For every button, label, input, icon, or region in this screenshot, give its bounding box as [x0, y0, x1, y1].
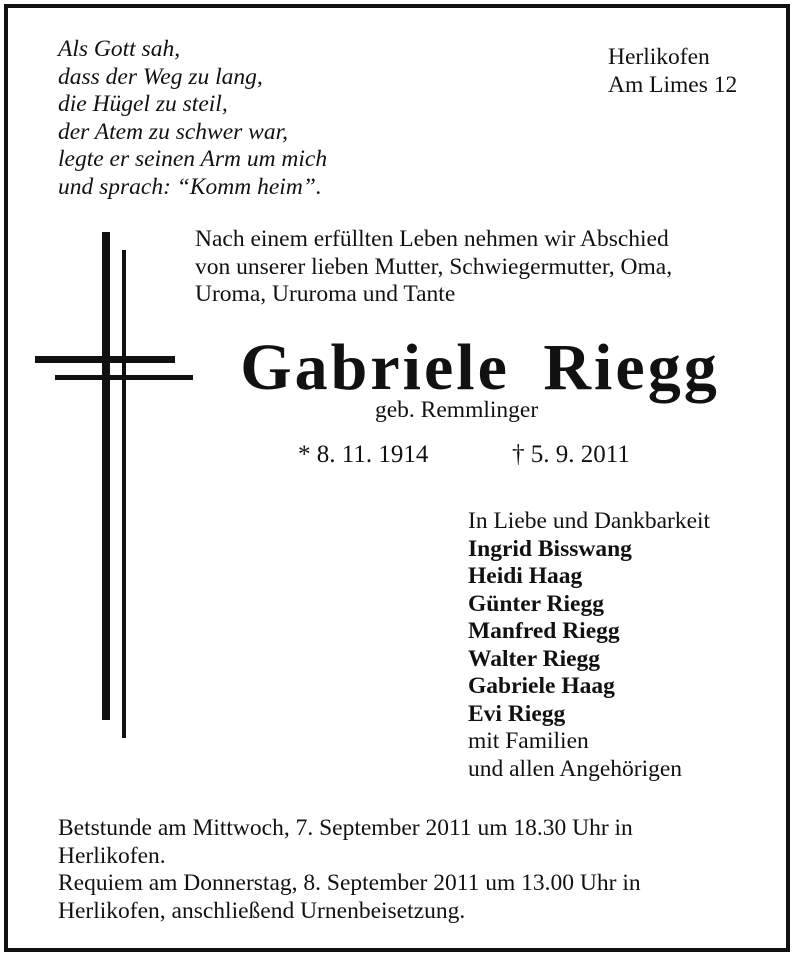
poem-line: die Hügel zu steil, [58, 91, 228, 117]
mourner-name: Heidi Haag [468, 563, 583, 589]
service-line: Betstunde am Mittwoch, 7. September 2011 um 18.30 Uhr in [58, 815, 633, 841]
service-line: Requiem am Donnerstag, 8. September 2011 um 13.00 Uhr in [58, 870, 641, 896]
intro-line: Uroma, Ururoma und Tante [195, 281, 456, 307]
mourner-name: Manfred Riegg [468, 618, 620, 644]
mourners-closing: mit Familien [468, 728, 589, 754]
poem-line: legte er seinen Arm um mich [58, 146, 328, 172]
poem-line: Als Gott sah, [58, 36, 181, 62]
service-info [58, 815, 641, 925]
mourner-name: Gabriele Haag [468, 673, 615, 699]
poem-line: der Atem zu schwer war, [58, 118, 288, 145]
mourner-name: Günter Riegg [468, 590, 604, 617]
cross-icon [30, 232, 200, 742]
death-date: † 5. 9. 2011 [512, 441, 630, 468]
mourners [468, 508, 710, 783]
service-line: Herlikofen. [58, 842, 166, 869]
poem-line: und sprach: “Komm heim”. [58, 173, 322, 200]
intro-line: von unserer lieben Mutter, Schwiegermutter, Oma, [195, 253, 673, 280]
address-town: Herlikofen [608, 44, 710, 70]
mourners-closing: und allen Angehörigen [468, 755, 683, 782]
poem [58, 36, 327, 201]
mourner-name: Ingrid Bisswang [468, 535, 632, 562]
address [608, 44, 737, 99]
intro-text [195, 226, 672, 309]
address-street: Am Limes 12 [608, 71, 738, 98]
mourner-name: Walter Riegg [468, 645, 601, 672]
service-line: Herlikofen, anschließend Urnenbeisetzung. [58, 897, 466, 924]
poem-line: dass der Weg zu lang, [58, 63, 263, 90]
birth-date: * 8. 11. 1914 [298, 441, 429, 468]
intro-line: Nach einem erfüllten Leben nehmen wir Abschied [195, 226, 669, 252]
mourner-name: Evi Riegg [468, 700, 566, 727]
mourners-heading: In Liebe und Dankbarkeit [468, 508, 711, 534]
birth-name: geb. Remmlinger [375, 397, 539, 423]
deceased-name: Gabriele Riegg [240, 331, 720, 404]
